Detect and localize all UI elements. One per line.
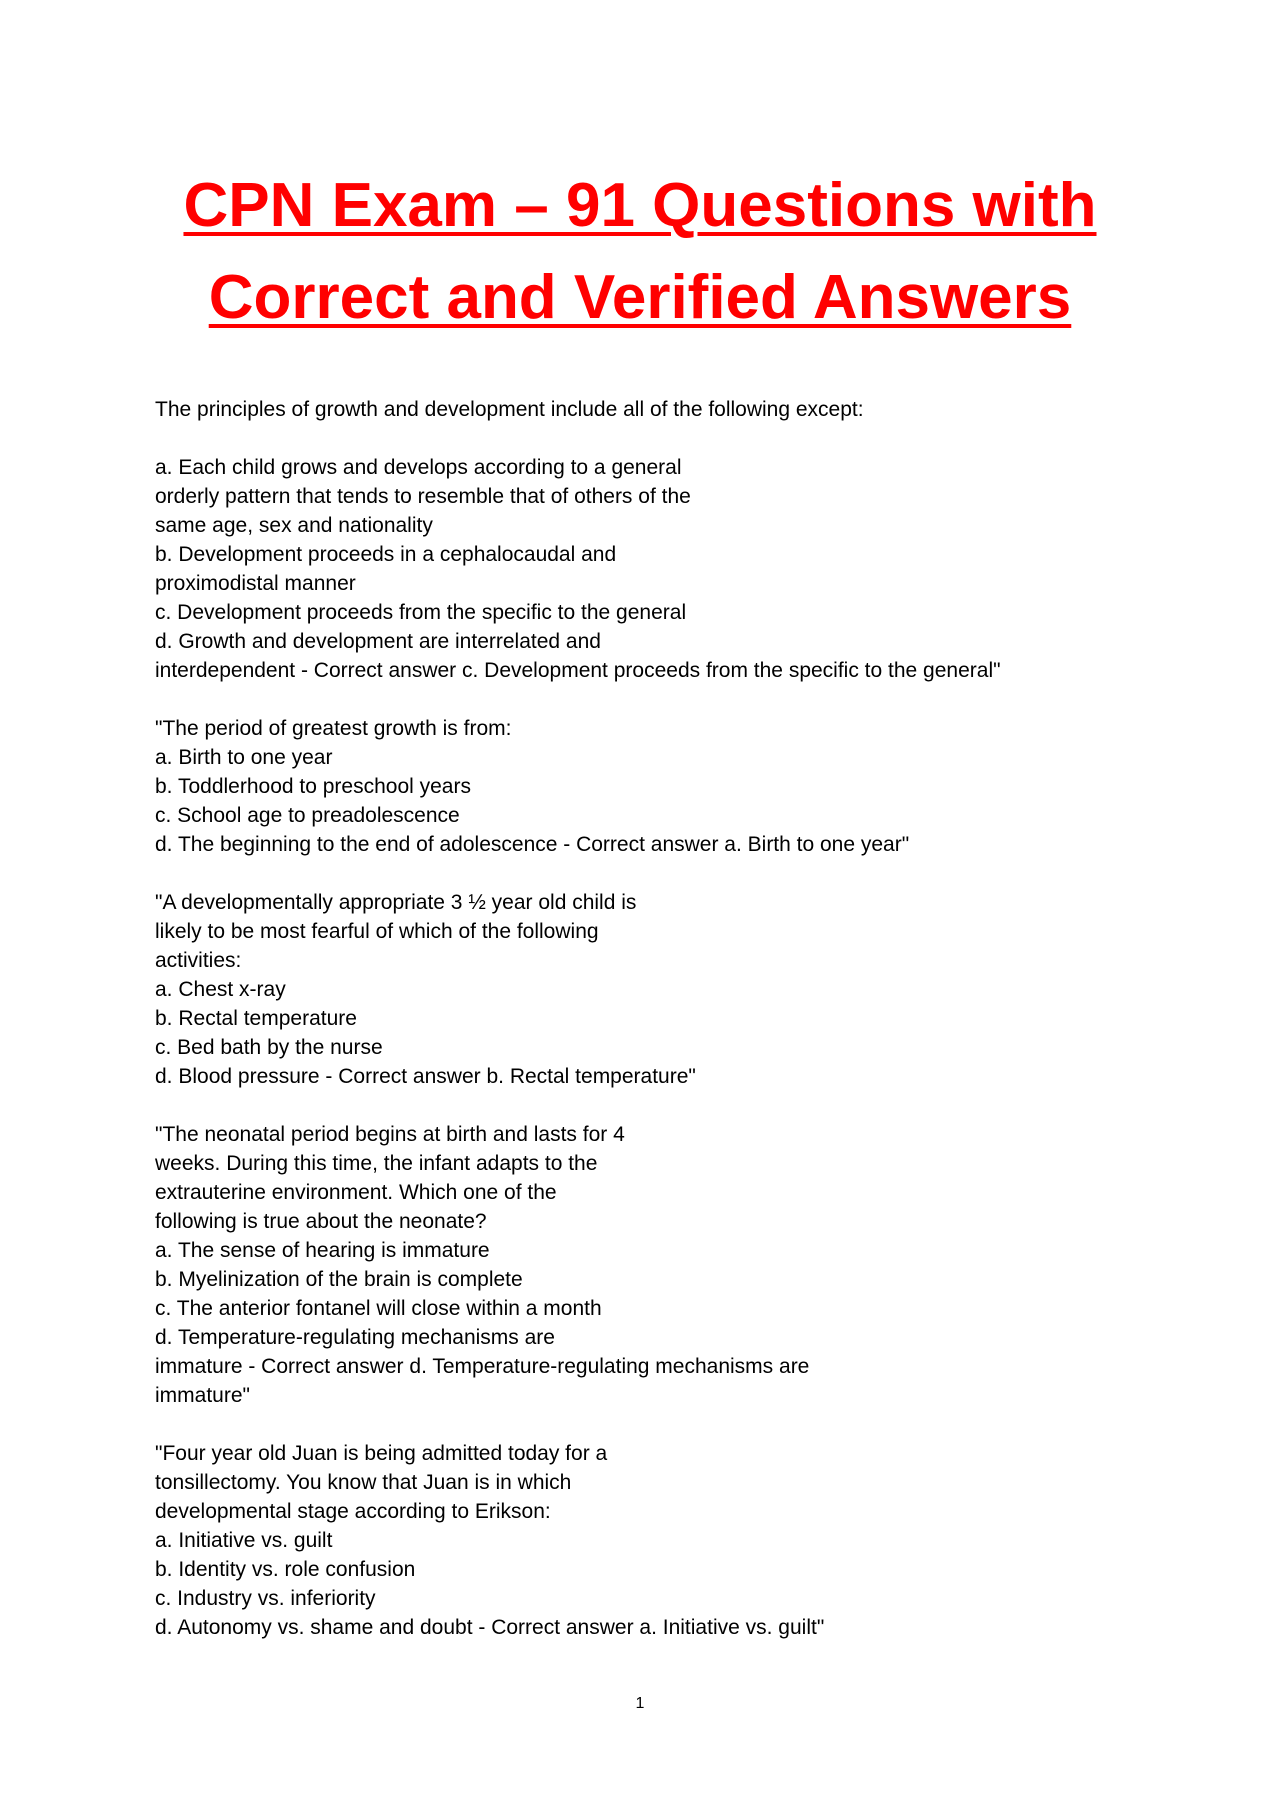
- question-line: a. Chest x-ray: [155, 978, 286, 1001]
- question-line: developmental stage according to Erikson:: [155, 1500, 551, 1523]
- question-block: [155, 888, 1155, 1091]
- question-block: [155, 1439, 1155, 1642]
- question-line: c. Industry vs. inferiority: [155, 1587, 376, 1610]
- answer-line: immature": [155, 1384, 250, 1407]
- question-line: proximodistal manner: [155, 572, 356, 595]
- question-line: c. School age to preadolescence: [155, 804, 460, 827]
- title-line: Correct and Verified Answers: [208, 263, 1072, 332]
- question-line: extrauterine environment. Which one of the: [155, 1181, 557, 1204]
- question-line: same age, sex and nationality: [155, 514, 433, 537]
- question-line: a. The sense of hearing is immature: [155, 1239, 490, 1262]
- document-body: [155, 395, 1155, 1671]
- question-line: b. Rectal temperature: [155, 1007, 357, 1030]
- question-block: [155, 453, 1155, 685]
- question-line: b. Development proceeds in a cephalocaudal and: [155, 543, 617, 566]
- question-line: weeks. During this time, the infant adapts to the: [155, 1152, 598, 1175]
- question-line: a. Birth to one year: [155, 746, 333, 769]
- question-line: likely to be most fearful of which of the following: [155, 920, 599, 943]
- question-line: b. Toddlerhood to preschool years: [155, 775, 471, 798]
- question-line: activities:: [155, 949, 242, 972]
- question-line: b. Identity vs. role confusion: [155, 1558, 416, 1581]
- document-title: [0, 160, 1280, 344]
- question-line: c. The anterior fontanel will close within a month: [155, 1297, 602, 1320]
- question-block: [155, 714, 1155, 859]
- question-line: following is true about the neonate?: [155, 1210, 487, 1233]
- question-line: c. Bed bath by the nurse: [155, 1036, 383, 1059]
- answer-line: immature - Correct answer d. Temperature-regulating mechanisms are: [155, 1355, 810, 1378]
- question-line: The principles of growth and development include all of the following except:: [155, 398, 864, 421]
- question-line: "The period of greatest growth is from:: [155, 717, 512, 740]
- page-number: 1: [635, 1695, 645, 1712]
- title-line: CPN Exam – 91 Questions with: [183, 171, 1097, 240]
- question-line: tonsillectomy. You know that Juan is in which: [155, 1471, 572, 1494]
- answer-line: d. Autonomy vs. shame and doubt - Correct answer a. Initiative vs. guilt": [155, 1616, 825, 1639]
- question-line: d. Growth and development are interrelated and: [155, 630, 601, 653]
- question-line: orderly pattern that tends to resemble that of others of the: [155, 485, 691, 508]
- question-line: "The neonatal period begins at birth and lasts for 4: [155, 1123, 625, 1146]
- question-line: b. Myelinization of the brain is complete: [155, 1268, 523, 1291]
- answer-line: d. The beginning to the end of adolescence - Correct answer a. Birth to one year": [155, 833, 910, 856]
- question-line: d. Temperature-regulating mechanisms are: [155, 1326, 555, 1349]
- answer-line: interdependent - Correct answer c. Development proceeds from the specific to the general": [155, 659, 1001, 682]
- question-line: a. Initiative vs. guilt: [155, 1529, 333, 1552]
- answer-line: d. Blood pressure - Correct answer b. Rectal temperature": [155, 1065, 696, 1088]
- question-line: a. Each child grows and develops according to a general: [155, 456, 682, 479]
- question-block: [155, 1120, 1155, 1410]
- question-line: "A developmentally appropriate 3 ½ year old child is: [155, 891, 637, 914]
- question-line: "Four year old Juan is being admitted today for a: [155, 1442, 608, 1465]
- question-line: c. Development proceeds from the specific to the general: [155, 601, 687, 624]
- intro-block: [155, 395, 1155, 424]
